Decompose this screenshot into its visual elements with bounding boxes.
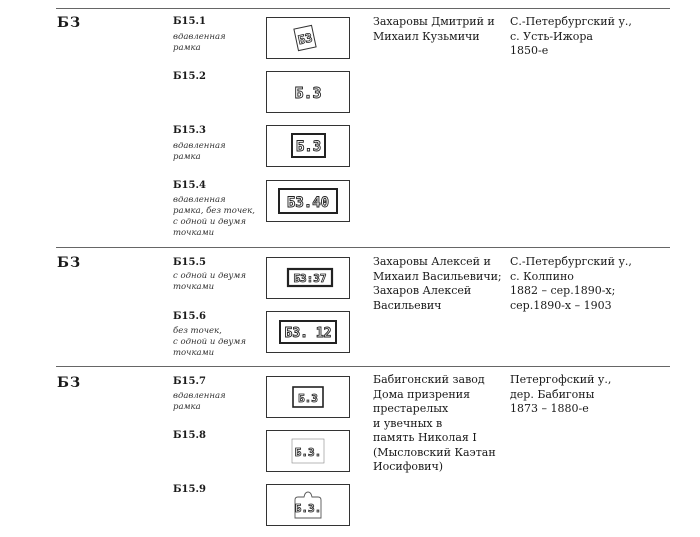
stamp-text: БЗ: [296, 30, 314, 48]
item-code: Б15.6: [173, 311, 206, 322]
item-code: Б15.7: [173, 376, 206, 387]
item-note: [173, 391, 263, 413]
owner-line: и увечных в: [373, 416, 443, 430]
item-code: Б15.9: [173, 484, 206, 495]
mark-letters: БЗ: [57, 375, 82, 391]
note-line: точками: [173, 228, 215, 238]
mark-letters: БЗ: [57, 15, 82, 31]
place-date: [510, 373, 665, 417]
note-line: рамка: [173, 152, 201, 162]
stamp-image: [266, 125, 350, 167]
owner-line: престарелых: [373, 402, 449, 415]
stamp-text: БЗ. 12: [284, 326, 332, 341]
mark-letters: БЗ: [57, 255, 82, 271]
place-line: с. Колпино: [510, 269, 574, 283]
owner-name: [373, 15, 498, 44]
note-line: без точек,: [173, 326, 222, 336]
stamp-image: [266, 180, 350, 222]
item-code: Б15.8: [173, 430, 206, 441]
owner-line: Захаровы Дмитрий и: [373, 15, 495, 28]
item-code: Б15.3: [173, 125, 206, 136]
note-line: рамка: [173, 43, 201, 53]
stamp-image: [266, 376, 350, 418]
owner-line: Захаров Алексей: [373, 284, 472, 297]
owner-name: [373, 373, 498, 475]
note-line: точками: [173, 282, 215, 292]
note-line: с одной и двумя: [173, 217, 246, 227]
item-note: [173, 195, 263, 239]
section-divider: [56, 247, 670, 248]
note-line: рамка: [173, 402, 201, 412]
item-code: Б15.2: [173, 71, 206, 82]
place-line: Петергофский у.,: [510, 373, 612, 386]
section-divider: [56, 8, 670, 9]
stamp-text: Б.З: [298, 392, 318, 405]
item-note: [173, 141, 263, 163]
stamp-text: Б.З.: [294, 502, 322, 515]
owner-line: память Николая I: [373, 431, 477, 444]
stamp-text: Б.З.: [294, 446, 322, 459]
stamp-text: Б.З: [295, 139, 322, 155]
section-divider: [56, 366, 670, 367]
item-note: [173, 271, 263, 293]
stamp-text: Б.З: [294, 84, 322, 102]
stamp-image: [266, 71, 350, 113]
item-code: Б15.5: [173, 257, 206, 268]
place-line: дер. Бабигоны: [510, 387, 595, 401]
note-line: рамка, без точек,: [173, 206, 255, 216]
owner-line: Захаровы Алексей и: [373, 255, 491, 268]
note-line: точками: [173, 348, 215, 358]
stamp-text: БЗ.40: [286, 195, 330, 211]
place-line: 1882 – сер.1890-х;: [510, 284, 616, 297]
item-code: Б15.4: [173, 180, 206, 191]
place-date: [510, 255, 665, 313]
place-date: [510, 15, 665, 59]
note-line: вдавленная: [173, 141, 226, 151]
stamp-text: БЗ:37: [293, 272, 327, 285]
owner-line: (Мысловский Каэтан: [373, 445, 496, 459]
stamp-image: [266, 484, 350, 526]
stamp-image: [266, 311, 350, 353]
owner-line: Бабигонский завод: [373, 373, 485, 386]
stamp-image: [266, 17, 350, 59]
note-line: с одной и двумя: [173, 271, 246, 281]
note-line: вдавленная: [173, 391, 226, 401]
place-line: С.-Петербургский у.,: [510, 255, 632, 268]
place-line: с. Усть-Ижора: [510, 29, 593, 43]
note-line: вдавленная: [173, 32, 226, 42]
owner-line: Васильевич: [373, 298, 442, 312]
note-line: с одной и двумя: [173, 337, 246, 347]
owner-line: Дома призрения: [373, 387, 471, 401]
place-line: сер.1890-х – 1903: [510, 298, 612, 312]
stamp-image: [266, 430, 350, 472]
place-line: С.-Петербургский у.,: [510, 15, 632, 28]
item-note: [173, 32, 263, 54]
note-line: вдавленная: [173, 195, 226, 205]
place-line: 1850-е: [510, 44, 549, 57]
place-line: 1873 – 1880-е: [510, 402, 589, 415]
owner-line: Михаил Кузьмичи: [373, 29, 480, 43]
owner-line: Михаил Васильевичи;: [373, 269, 502, 283]
owner-name: [373, 255, 502, 313]
stamp-image: [266, 257, 350, 299]
owner-line: Иосифович): [373, 460, 444, 473]
item-code: Б15.1: [173, 16, 206, 27]
item-note: [173, 326, 263, 359]
